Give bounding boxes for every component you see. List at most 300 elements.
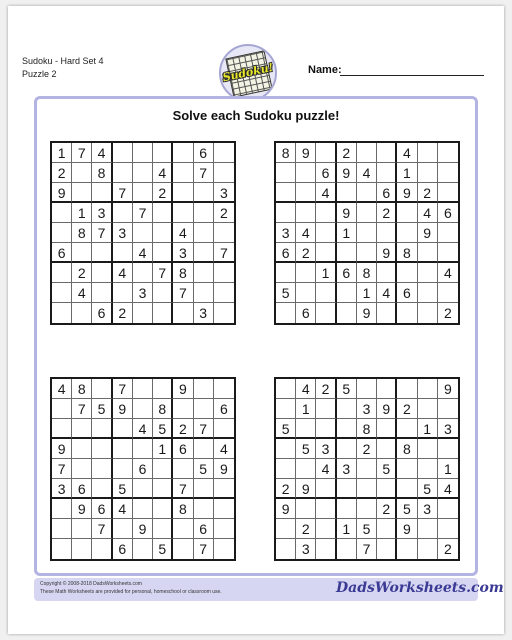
sudoku-cell[interactable] xyxy=(52,399,72,419)
sudoku-cell[interactable] xyxy=(397,539,417,559)
sudoku-cell[interactable] xyxy=(194,283,214,303)
sudoku-cell[interactable]: 8 xyxy=(173,499,193,519)
sudoku-cell[interactable] xyxy=(153,379,173,399)
sudoku-cell[interactable]: 7 xyxy=(133,203,153,223)
sudoku-cell[interactable] xyxy=(92,459,112,479)
sudoku-cell[interactable]: 6 xyxy=(337,263,357,283)
sudoku-cell[interactable]: 3 xyxy=(438,419,458,439)
sudoku-cell[interactable] xyxy=(276,263,296,283)
sudoku-cell[interactable] xyxy=(173,143,193,163)
sudoku-cell[interactable] xyxy=(276,183,296,203)
sudoku-cell[interactable] xyxy=(337,183,357,203)
sudoku-cell[interactable]: 9 xyxy=(173,379,193,399)
sudoku-cell[interactable] xyxy=(72,243,92,263)
sudoku-cell[interactable]: 3 xyxy=(214,183,234,203)
sudoku-cell[interactable] xyxy=(133,399,153,419)
sudoku-cell[interactable] xyxy=(72,459,92,479)
sudoku-cell[interactable] xyxy=(357,203,377,223)
sudoku-cell[interactable]: 6 xyxy=(194,519,214,539)
sudoku-cell[interactable]: 6 xyxy=(438,203,458,223)
sudoku-cell[interactable]: 3 xyxy=(337,459,357,479)
sudoku-cell[interactable]: 3 xyxy=(173,243,193,263)
sudoku-cell[interactable] xyxy=(52,539,72,559)
sudoku-cell[interactable] xyxy=(438,499,458,519)
sudoku-cell[interactable] xyxy=(133,499,153,519)
sudoku-cell[interactable]: 4 xyxy=(113,499,133,519)
sudoku-cell[interactable] xyxy=(316,143,336,163)
sudoku-cell[interactable] xyxy=(214,303,234,323)
sudoku-cell[interactable] xyxy=(276,303,296,323)
sudoku-cell[interactable] xyxy=(133,263,153,283)
sudoku-cell[interactable]: 9 xyxy=(397,183,417,203)
sudoku-cell[interactable] xyxy=(153,143,173,163)
sudoku-cell[interactable] xyxy=(153,223,173,243)
sudoku-cell[interactable]: 8 xyxy=(72,223,92,243)
sudoku-cell[interactable] xyxy=(397,263,417,283)
sudoku-cell[interactable] xyxy=(113,419,133,439)
sudoku-cell[interactable] xyxy=(397,419,417,439)
sudoku-cell[interactable]: 1 xyxy=(337,519,357,539)
sudoku-cell[interactable] xyxy=(72,539,92,559)
sudoku-cell[interactable]: 9 xyxy=(52,439,72,459)
sudoku-cell[interactable] xyxy=(52,283,72,303)
sudoku-cell[interactable] xyxy=(52,419,72,439)
sudoku-cell[interactable]: 1 xyxy=(438,459,458,479)
sudoku-cell[interactable] xyxy=(133,479,153,499)
sudoku-cell[interactable]: 2 xyxy=(357,439,377,459)
sudoku-cell[interactable]: 9 xyxy=(276,499,296,519)
sudoku-cell[interactable] xyxy=(214,539,234,559)
sudoku-cell[interactable] xyxy=(377,519,397,539)
sudoku-cell[interactable] xyxy=(397,223,417,243)
sudoku-cell[interactable]: 5 xyxy=(153,419,173,439)
sudoku-cell[interactable]: 3 xyxy=(357,399,377,419)
sudoku-cell[interactable] xyxy=(52,263,72,283)
sudoku-cell[interactable] xyxy=(276,459,296,479)
sudoku-cell[interactable]: 4 xyxy=(153,163,173,183)
sudoku-cell[interactable]: 9 xyxy=(52,183,72,203)
sudoku-cell[interactable] xyxy=(438,399,458,419)
sudoku-cell[interactable] xyxy=(214,379,234,399)
sudoku-cell[interactable]: 1 xyxy=(357,283,377,303)
sudoku-cell[interactable] xyxy=(173,459,193,479)
sudoku-cell[interactable] xyxy=(418,263,438,283)
sudoku-cell[interactable]: 3 xyxy=(52,479,72,499)
sudoku-cell[interactable]: 4 xyxy=(133,419,153,439)
sudoku-cell[interactable] xyxy=(214,163,234,183)
sudoku-cell[interactable] xyxy=(377,163,397,183)
sudoku-cell[interactable]: 7 xyxy=(113,379,133,399)
sudoku-cell[interactable]: 2 xyxy=(443,305,452,321)
sudoku-cell[interactable] xyxy=(214,283,234,303)
sudoku-cell[interactable] xyxy=(72,303,92,323)
sudoku-cell[interactable] xyxy=(153,499,173,519)
sudoku-cell[interactable]: 5 xyxy=(92,399,112,419)
sudoku-cell[interactable] xyxy=(276,203,296,223)
sudoku-cell[interactable] xyxy=(316,419,336,439)
sudoku-cell[interactable] xyxy=(316,203,336,223)
sudoku-cell[interactable] xyxy=(92,243,112,263)
sudoku-cell[interactable] xyxy=(92,283,112,303)
sudoku-cell[interactable] xyxy=(173,539,193,559)
sudoku-cell[interactable] xyxy=(296,263,316,283)
sudoku-cell[interactable] xyxy=(214,263,234,283)
sudoku-cell[interactable] xyxy=(357,499,377,519)
sudoku-cell[interactable] xyxy=(438,183,458,203)
sudoku-cell[interactable]: 6 xyxy=(214,399,234,419)
sudoku-cell[interactable] xyxy=(92,539,112,559)
sudoku-cell[interactable] xyxy=(194,499,214,519)
sudoku-cell[interactable] xyxy=(397,479,417,499)
sudoku-cell[interactable] xyxy=(397,459,417,479)
sudoku-cell[interactable]: 4 xyxy=(92,143,112,163)
sudoku-cell[interactable]: 1 xyxy=(153,439,173,459)
sudoku-cell[interactable]: 1 xyxy=(397,163,417,183)
sudoku-cell[interactable] xyxy=(214,499,234,519)
sudoku-cell[interactable] xyxy=(214,223,234,243)
sudoku-cell[interactable]: 2 xyxy=(443,541,452,557)
sudoku-cell[interactable]: 2 xyxy=(397,399,417,419)
sudoku-cell[interactable]: 7 xyxy=(357,539,377,559)
sudoku-cell[interactable]: 7 xyxy=(173,479,193,499)
sudoku-cell[interactable]: 3 xyxy=(276,223,296,243)
sudoku-cell[interactable] xyxy=(276,379,296,399)
sudoku-cell[interactable] xyxy=(296,183,316,203)
sudoku-cell[interactable] xyxy=(418,283,438,303)
sudoku-cell[interactable] xyxy=(52,223,72,243)
sudoku-cell[interactable]: 7 xyxy=(113,183,133,203)
sudoku-cell[interactable] xyxy=(52,519,72,539)
sudoku-cell[interactable] xyxy=(113,163,133,183)
sudoku-cell[interactable] xyxy=(194,223,214,243)
sudoku-cell[interactable]: 5 xyxy=(296,439,316,459)
sudoku-cell[interactable] xyxy=(397,303,417,323)
sudoku-cell[interactable]: 6 xyxy=(113,539,133,559)
sudoku-cell[interactable] xyxy=(377,439,397,459)
sudoku-cell[interactable]: 1 xyxy=(316,263,336,283)
sudoku-cell[interactable] xyxy=(72,163,92,183)
sudoku-cell[interactable] xyxy=(316,519,336,539)
sudoku-cell[interactable] xyxy=(194,479,214,499)
sudoku-cell[interactable] xyxy=(133,303,153,323)
sudoku-cell[interactable] xyxy=(72,519,92,539)
sudoku-cell[interactable] xyxy=(337,399,357,419)
sudoku-cell[interactable] xyxy=(276,439,296,459)
sudoku-cell[interactable]: 1 xyxy=(52,143,72,163)
sudoku-cell[interactable] xyxy=(153,283,173,303)
sudoku-cell[interactable] xyxy=(72,439,92,459)
sudoku-cell[interactable]: 9 xyxy=(214,459,234,479)
sudoku-cell[interactable] xyxy=(418,399,438,419)
sudoku-cell[interactable] xyxy=(153,303,173,323)
sudoku-cell[interactable] xyxy=(337,539,357,559)
sudoku-cell[interactable] xyxy=(438,439,458,459)
sudoku-cell[interactable]: 2 xyxy=(337,143,357,163)
sudoku-cell[interactable] xyxy=(113,519,133,539)
sudoku-cell[interactable]: 8 xyxy=(397,439,417,459)
sudoku-cell[interactable]: 7 xyxy=(194,419,214,439)
sudoku-cell[interactable]: 4 xyxy=(296,379,316,399)
sudoku-cell[interactable]: 6 xyxy=(133,459,153,479)
sudoku-cell[interactable] xyxy=(276,399,296,419)
sudoku-cell[interactable]: 8 xyxy=(153,399,173,419)
sudoku-cell[interactable]: 3 xyxy=(296,539,316,559)
sudoku-cell[interactable]: 2 xyxy=(52,163,72,183)
sudoku-cell[interactable] xyxy=(113,243,133,263)
sudoku-cell[interactable] xyxy=(397,379,417,399)
sudoku-cell[interactable] xyxy=(173,399,193,419)
sudoku-cell[interactable] xyxy=(337,243,357,263)
sudoku-cell[interactable]: 9 xyxy=(357,303,377,323)
sudoku-cell[interactable]: 7 xyxy=(194,539,214,559)
sudoku-cell[interactable] xyxy=(113,459,133,479)
sudoku-cell[interactable] xyxy=(418,439,438,459)
sudoku-cell[interactable]: 2 xyxy=(72,263,92,283)
sudoku-cell[interactable]: 9 xyxy=(438,379,458,399)
sudoku-cell[interactable] xyxy=(316,479,336,499)
sudoku-cell[interactable] xyxy=(296,419,316,439)
sudoku-cell[interactable]: 2 xyxy=(296,519,316,539)
sudoku-cell[interactable]: 6 xyxy=(397,283,417,303)
sudoku-cell[interactable] xyxy=(214,419,234,439)
sudoku-cell[interactable] xyxy=(92,479,112,499)
sudoku-cell[interactable] xyxy=(173,183,193,203)
sudoku-cell[interactable]: 1 xyxy=(418,419,438,439)
sudoku-cell[interactable]: 7 xyxy=(214,243,234,263)
sudoku-cell[interactable]: 3 xyxy=(194,303,214,323)
sudoku-cell[interactable]: 8 xyxy=(357,263,377,283)
sudoku-cell[interactable] xyxy=(438,163,458,183)
sudoku-cell[interactable]: 3 xyxy=(418,499,438,519)
sudoku-cell[interactable]: 2 xyxy=(276,479,296,499)
sudoku-cell[interactable] xyxy=(357,379,377,399)
sudoku-cell[interactable] xyxy=(357,459,377,479)
sudoku-cell[interactable]: 6 xyxy=(173,439,193,459)
sudoku-cell[interactable] xyxy=(316,303,336,323)
sudoku-cell[interactable] xyxy=(133,143,153,163)
sudoku-cell[interactable] xyxy=(418,519,438,539)
sudoku-cell[interactable] xyxy=(296,203,316,223)
sudoku-cell[interactable]: 8 xyxy=(72,379,92,399)
sudoku-cell[interactable]: 8 xyxy=(92,163,112,183)
sudoku-cell[interactable]: 2 xyxy=(173,419,193,439)
sudoku-cell[interactable] xyxy=(52,203,72,223)
sudoku-cell[interactable] xyxy=(377,379,397,399)
sudoku-cell[interactable] xyxy=(377,143,397,163)
sudoku-cell[interactable] xyxy=(316,399,336,419)
sudoku-cell[interactable] xyxy=(296,163,316,183)
sudoku-cell[interactable] xyxy=(316,223,336,243)
sudoku-cell[interactable]: 6 xyxy=(377,183,397,203)
sudoku-cell[interactable] xyxy=(296,459,316,479)
sudoku-cell[interactable]: 9 xyxy=(377,399,397,419)
sudoku-cell[interactable]: 4 xyxy=(214,439,234,459)
sudoku-cell[interactable]: 8 xyxy=(173,263,193,283)
sudoku-cell[interactable]: 4 xyxy=(397,143,417,163)
sudoku-cell[interactable]: 2 xyxy=(153,183,173,203)
sudoku-cell[interactable] xyxy=(377,419,397,439)
sudoku-cell[interactable] xyxy=(153,519,173,539)
sudoku-cell[interactable]: 4 xyxy=(438,479,458,499)
sudoku-cell[interactable] xyxy=(377,263,397,283)
sudoku-cell[interactable]: 2 xyxy=(113,303,133,323)
sudoku-cell[interactable] xyxy=(153,243,173,263)
sudoku-cell[interactable] xyxy=(337,439,357,459)
sudoku-cell[interactable]: 4 xyxy=(113,263,133,283)
sudoku-cell[interactable] xyxy=(418,303,438,323)
sudoku-cell[interactable]: 4 xyxy=(72,283,92,303)
sudoku-cell[interactable] xyxy=(52,499,72,519)
sudoku-cell[interactable] xyxy=(194,183,214,203)
sudoku-cell[interactable] xyxy=(357,183,377,203)
sudoku-cell[interactable]: 9 xyxy=(72,499,92,519)
sudoku-cell[interactable]: 7 xyxy=(153,263,173,283)
sudoku-cell[interactable]: 8 xyxy=(357,419,377,439)
sudoku-cell[interactable] xyxy=(418,143,438,163)
sudoku-cell[interactable] xyxy=(173,203,193,223)
sudoku-cell[interactable]: 1 xyxy=(337,223,357,243)
sudoku-cell[interactable] xyxy=(133,439,153,459)
sudoku-cell[interactable]: 4 xyxy=(418,203,438,223)
sudoku-cell[interactable]: 4 xyxy=(377,283,397,303)
sudoku-cell[interactable] xyxy=(214,479,234,499)
sudoku-cell[interactable] xyxy=(316,539,336,559)
sudoku-cell[interactable]: 2 xyxy=(418,183,438,203)
sudoku-cell[interactable] xyxy=(113,143,133,163)
sudoku-cell[interactable]: 5 xyxy=(357,519,377,539)
sudoku-cell[interactable]: 6 xyxy=(276,243,296,263)
sudoku-cell[interactable] xyxy=(276,519,296,539)
sudoku-cell[interactable] xyxy=(52,303,72,323)
sudoku-cell[interactable]: 9 xyxy=(337,163,357,183)
sudoku-cell[interactable]: 2 xyxy=(377,203,397,223)
sudoku-cell[interactable] xyxy=(194,399,214,419)
sudoku-cell[interactable]: 8 xyxy=(276,143,296,163)
sudoku-cell[interactable]: 5 xyxy=(397,499,417,519)
sudoku-cell[interactable]: 5 xyxy=(418,479,438,499)
sudoku-cell[interactable] xyxy=(377,539,397,559)
sudoku-cell[interactable]: 4 xyxy=(357,163,377,183)
sudoku-cell[interactable]: 2 xyxy=(377,499,397,519)
sudoku-cell[interactable] xyxy=(357,143,377,163)
sudoku-cell[interactable]: 5 xyxy=(194,459,214,479)
sudoku-cell[interactable]: 4 xyxy=(316,459,336,479)
sudoku-cell[interactable] xyxy=(377,479,397,499)
sudoku-cell[interactable]: 4 xyxy=(438,263,458,283)
sudoku-cell[interactable]: 6 xyxy=(92,499,112,519)
sudoku-cell[interactable] xyxy=(92,439,112,459)
sudoku-cell[interactable]: 4 xyxy=(316,183,336,203)
sudoku-cell[interactable] xyxy=(92,419,112,439)
sudoku-cell[interactable]: 1 xyxy=(296,399,316,419)
sudoku-cell[interactable] xyxy=(337,479,357,499)
sudoku-cell[interactable]: 5 xyxy=(113,479,133,499)
sudoku-cell[interactable] xyxy=(337,419,357,439)
sudoku-cell[interactable] xyxy=(173,163,193,183)
sudoku-cell[interactable] xyxy=(438,223,458,243)
sudoku-cell[interactable]: 9 xyxy=(113,399,133,419)
sudoku-cell[interactable]: 8 xyxy=(397,243,417,263)
sudoku-cell[interactable]: 6 xyxy=(296,303,316,323)
sudoku-cell[interactable]: 3 xyxy=(133,283,153,303)
sudoku-cell[interactable]: 3 xyxy=(92,203,112,223)
sudoku-cell[interactable] xyxy=(296,499,316,519)
sudoku-cell[interactable] xyxy=(418,539,438,559)
sudoku-cell[interactable] xyxy=(337,303,357,323)
sudoku-cell[interactable]: 7 xyxy=(173,283,193,303)
sudoku-cell[interactable] xyxy=(276,163,296,183)
sudoku-cell[interactable] xyxy=(357,479,377,499)
sudoku-cell[interactable] xyxy=(194,243,214,263)
sudoku-cell[interactable]: 9 xyxy=(377,243,397,263)
sudoku-cell[interactable]: 7 xyxy=(92,223,112,243)
sudoku-cell[interactable] xyxy=(113,203,133,223)
sudoku-cell[interactable]: 9 xyxy=(296,479,316,499)
sudoku-cell[interactable] xyxy=(357,243,377,263)
sudoku-cell[interactable] xyxy=(173,519,193,539)
sudoku-cell[interactable]: 5 xyxy=(276,419,296,439)
sudoku-cell[interactable] xyxy=(276,539,296,559)
sudoku-cell[interactable] xyxy=(72,183,92,203)
sudoku-cell[interactable] xyxy=(133,379,153,399)
sudoku-cell[interactable] xyxy=(72,419,92,439)
sudoku-cell[interactable] xyxy=(194,203,214,223)
sudoku-cell[interactable] xyxy=(337,499,357,519)
sudoku-cell[interactable] xyxy=(296,283,316,303)
sudoku-cell[interactable]: 4 xyxy=(52,379,72,399)
sudoku-cell[interactable]: 7 xyxy=(72,143,92,163)
sudoku-cell[interactable]: 3 xyxy=(113,223,133,243)
sudoku-cell[interactable] xyxy=(92,183,112,203)
sudoku-cell[interactable] xyxy=(357,223,377,243)
sudoku-cell[interactable] xyxy=(173,303,193,323)
sudoku-cell[interactable] xyxy=(214,519,234,539)
sudoku-cell[interactable] xyxy=(316,243,336,263)
sudoku-cell[interactable]: 7 xyxy=(52,459,72,479)
sudoku-cell[interactable]: 5 xyxy=(377,459,397,479)
sudoku-cell[interactable]: 9 xyxy=(337,203,357,223)
sudoku-cell[interactable] xyxy=(153,203,173,223)
sudoku-cell[interactable]: 9 xyxy=(133,519,153,539)
sudoku-cell[interactable]: 9 xyxy=(296,143,316,163)
sudoku-cell[interactable]: 7 xyxy=(72,399,92,419)
sudoku-cell[interactable]: 6 xyxy=(316,163,336,183)
sudoku-cell[interactable] xyxy=(214,143,234,163)
sudoku-cell[interactable] xyxy=(438,519,458,539)
sudoku-cell[interactable]: 5 xyxy=(153,539,173,559)
sudoku-cell[interactable]: 5 xyxy=(337,379,357,399)
sudoku-cell[interactable]: 4 xyxy=(133,243,153,263)
sudoku-cell[interactable] xyxy=(418,243,438,263)
sudoku-cell[interactable]: 2 xyxy=(214,203,234,223)
sudoku-cell[interactable] xyxy=(418,379,438,399)
sudoku-cell[interactable] xyxy=(438,243,458,263)
sudoku-cell[interactable] xyxy=(92,263,112,283)
sudoku-cell[interactable] xyxy=(133,539,153,559)
sudoku-cell[interactable]: 4 xyxy=(296,223,316,243)
sudoku-cell[interactable] xyxy=(92,379,112,399)
sudoku-cell[interactable] xyxy=(438,283,458,303)
sudoku-cell[interactable] xyxy=(377,303,397,323)
sudoku-cell[interactable] xyxy=(337,283,357,303)
sudoku-cell[interactable]: 6 xyxy=(52,243,72,263)
sudoku-cell[interactable] xyxy=(418,459,438,479)
sudoku-cell[interactable] xyxy=(133,183,153,203)
sudoku-cell[interactable] xyxy=(113,283,133,303)
sudoku-cell[interactable]: 5 xyxy=(276,283,296,303)
sudoku-cell[interactable]: 9 xyxy=(418,223,438,243)
sudoku-cell[interactable]: 6 xyxy=(72,479,92,499)
